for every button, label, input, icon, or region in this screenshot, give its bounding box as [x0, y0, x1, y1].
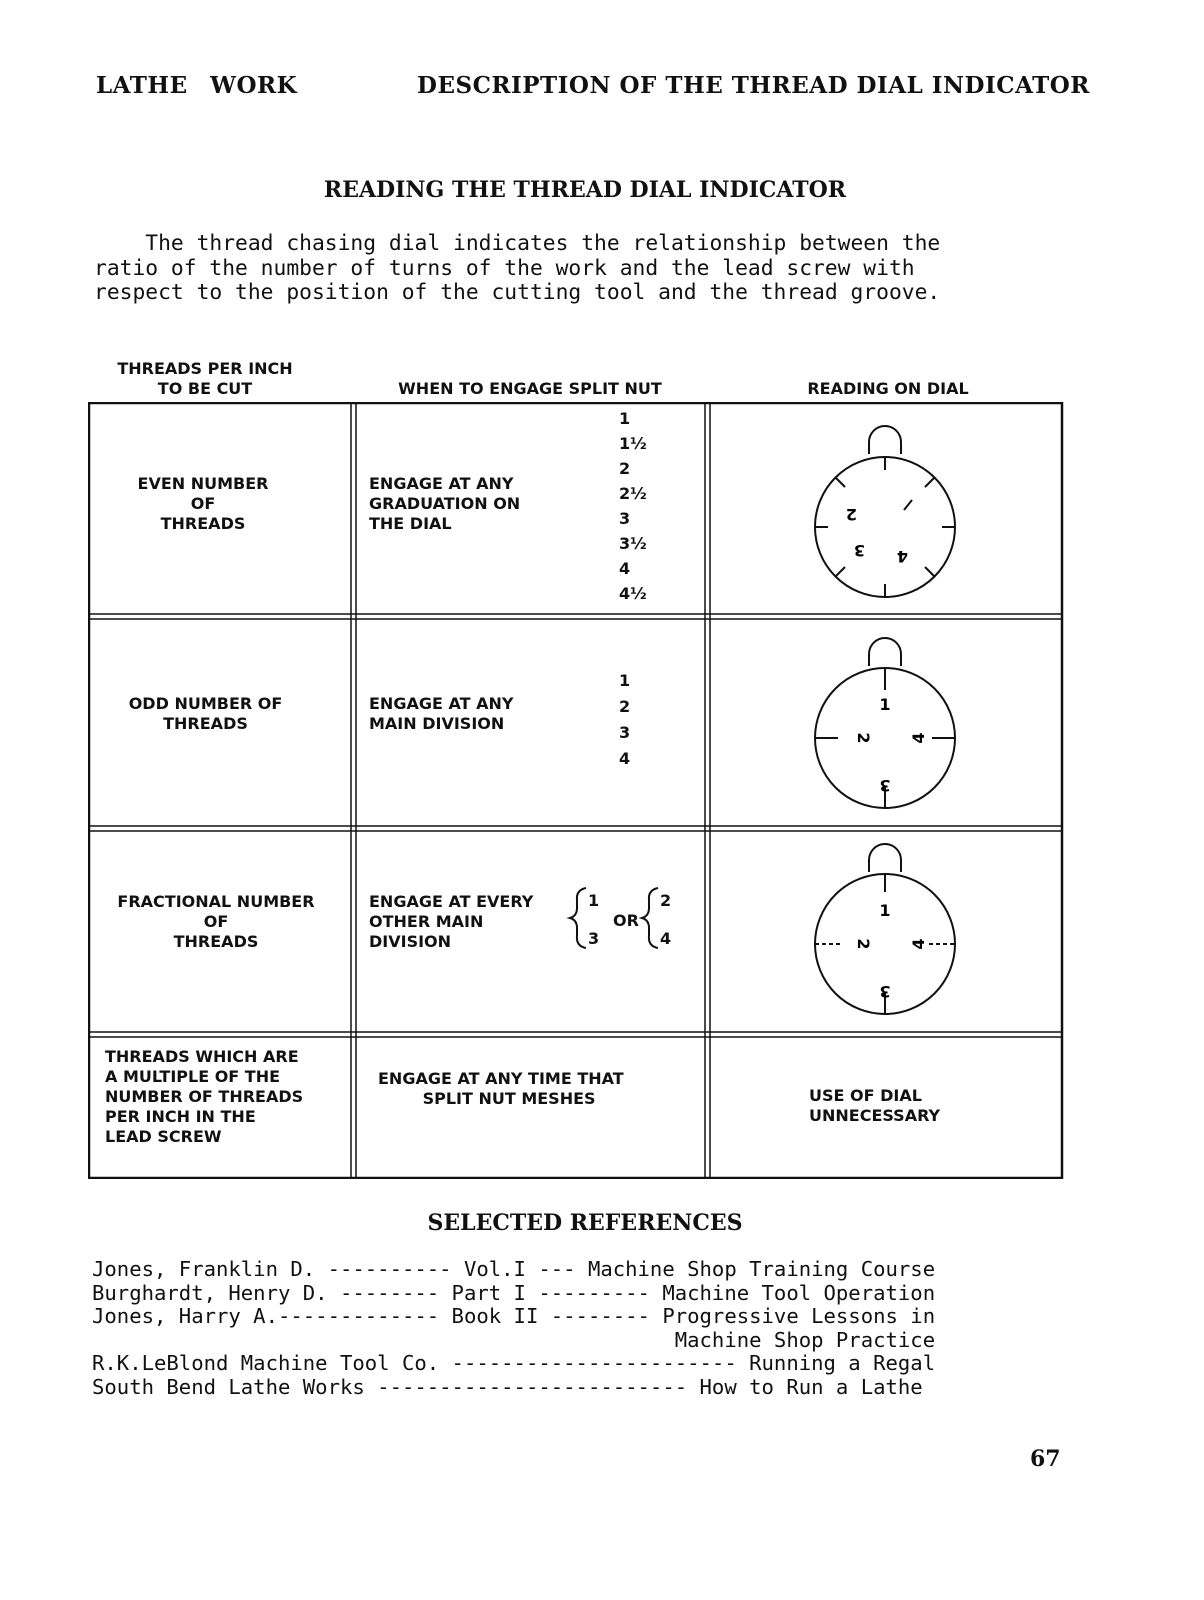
intro-paragraph: The thread chasing dial indicates the relationship between the ratio of the number of turns of the work and the lead screw with respect to the position of the cutting tool and the thread groove.: [94, 231, 941, 305]
column-header-reading: READING ON DIAL: [807, 379, 969, 398]
row-multiple-threads: THREADS WHICH ARE A MULTIPLE OF THE NUMBER OF THREADS PER INCH IN THE LEAD SCREW: [105, 1047, 304, 1146]
dial-odd-label-1: 1: [879, 695, 891, 714]
row-fractional-or: OR: [613, 911, 639, 930]
thread-dial-table: [88, 402, 1064, 1179]
dial-odd-label-3: 3: [879, 776, 891, 795]
section-title: READING THE THREAD DIAL INDICATOR: [323, 177, 847, 203]
row-even-engage: ENGAGE AT ANY GRADUATION ON THE DIAL: [369, 474, 521, 533]
row-fractional-engage: ENGAGE AT EVERY OTHER MAIN DIVISION: [369, 892, 534, 951]
row-fractional-group-a: 1 3: [588, 891, 600, 948]
row-fractional-group-b: 2 4: [660, 891, 672, 948]
dial-even: [815, 426, 955, 597]
row-fractional-threads: FRACTIONAL NUMBER OF THREADS: [117, 892, 315, 951]
row-multiple-engage: ENGAGE AT ANY TIME THAT SPLIT NUT MESHES: [378, 1069, 624, 1108]
column-header-engage: WHEN TO ENGAGE SPLIT NUT: [398, 379, 662, 398]
dial-odd-label-4: 4: [909, 732, 928, 744]
dial-even-label-2: 2: [845, 505, 857, 524]
row-odd-engage: ENGAGE AT ANY MAIN DIVISION: [369, 694, 514, 733]
row-even-threads: EVEN NUMBER OF THREADS: [137, 474, 269, 533]
running-header-right: DESCRIPTION OF THE THREAD DIAL INDICATOR: [417, 72, 1090, 99]
references-title: SELECTED REFERENCES: [427, 1210, 743, 1236]
column-header-threads: THREADS PER INCH TO BE CUT: [117, 359, 293, 398]
row-even-numbers: 1 1½ 2 2½ 3 3½ 4 4½: [619, 409, 647, 603]
dial-even-label-3: 3: [853, 541, 865, 560]
dial-odd-label-2: 2: [854, 732, 873, 744]
dial-fractional-label-4: 4: [909, 938, 928, 950]
dial-even-label-4: 4: [896, 547, 908, 566]
running-header-left: LATHE WORK: [96, 72, 298, 99]
row-multiple-reading: USE OF DIAL UNNECESSARY: [809, 1086, 941, 1125]
page-number: 67: [1030, 1446, 1061, 1472]
row-odd-threads: ODD NUMBER OF THREADS: [128, 694, 283, 733]
dial-fractional-label-3: 3: [879, 982, 891, 1001]
row-odd-numbers: 1 2 3 4: [619, 671, 631, 768]
dial-fractional-label-2: 2: [854, 938, 873, 950]
dial-fractional-label-1: 1: [879, 901, 891, 920]
references-list: Jones, Franklin D. ---------- Vol.I --- Machine Shop Training Course Burghardt, Henry D. -------- Part I --------- Machine Tool Operation Jones, Harry A.------------- Book II -------- Progressive Lessons in Machine Shop Practice R.K.LeBlond Machine Tool Co. ----------------------- Running a Regal South Bend Lathe Works ------------------------- How to Run a Lathe: [92, 1257, 936, 1399]
